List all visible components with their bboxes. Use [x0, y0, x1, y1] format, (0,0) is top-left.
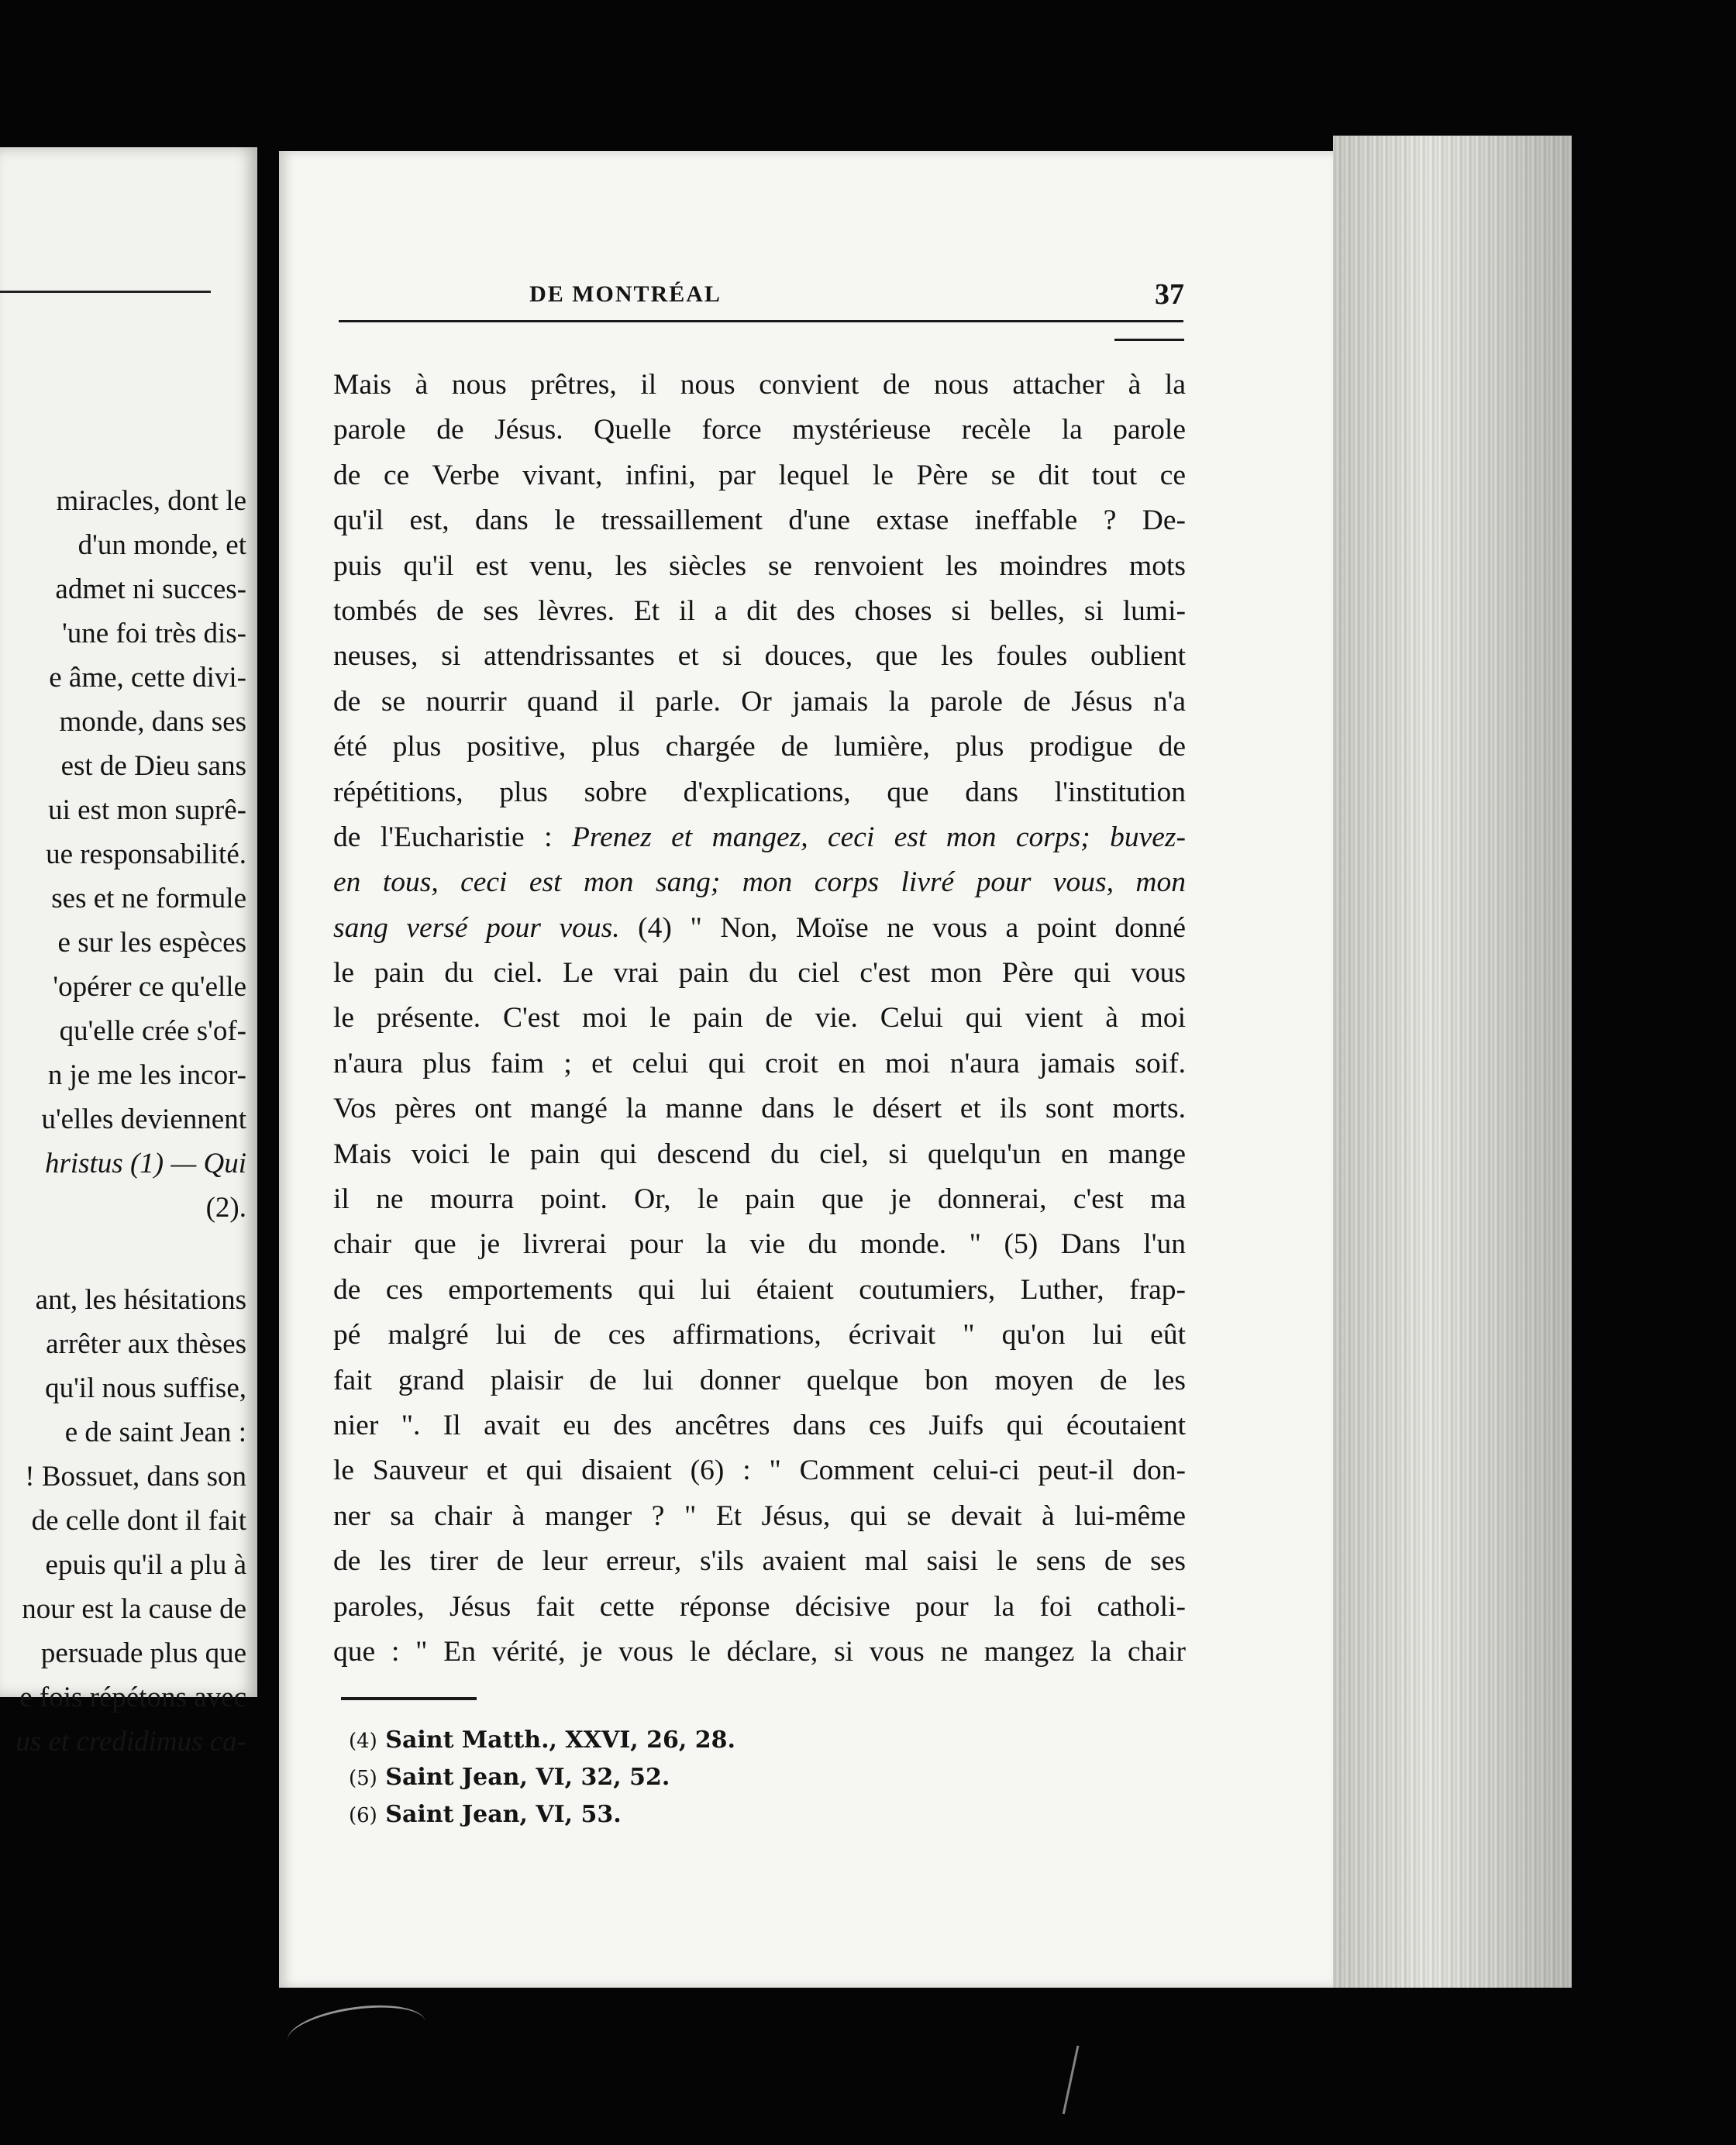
footnote	[349, 1796, 891, 1833]
body-line: Mais à nous prêtres, il nous convient de nous attacher à la	[333, 369, 1186, 401]
page-number: 37	[1155, 278, 1184, 311]
running-head: DE MONTRÉAL	[529, 281, 722, 307]
body-line: parole de Jésus. Quelle force mystérieuse recèle la parole	[333, 414, 1186, 446]
left-line: monde, dans ses	[59, 706, 246, 738]
left-line: ! Bossuet, dans son	[25, 1461, 246, 1493]
left-page	[0, 147, 257, 1758]
left-line: persuade plus que	[40, 1637, 246, 1669]
left-line: qu'elle crée s'of-	[59, 1015, 246, 1047]
left-line: est de Dieu sans	[60, 750, 246, 782]
body-line: puis qu'il est venu, les siècles se renvoient les moindres mots	[333, 549, 1186, 582]
left-line: e fois répétons avec	[19, 1682, 246, 1713]
body-line: ner sa chair à manger ? " Et Jésus, qui se devait à lui-même	[333, 1499, 1186, 1532]
left-line: nour est la cause de	[22, 1593, 246, 1625]
left-header-rule	[0, 291, 211, 293]
left-line: arrêter aux thèses	[46, 1328, 246, 1360]
left-line: e de saint Jean :	[64, 1417, 246, 1448]
body-line: il ne mourra point. Or, le pain que je donnerai, c'est ma	[333, 1183, 1186, 1216]
body-line: neuses, si attendrissantes et si douces, que les foules oublient	[333, 640, 1186, 673]
body-line: tombés de ses lèvres. Et il a dit des choses si belles, si lumi-	[333, 594, 1186, 627]
left-line: 'opérer ce qu'elle	[53, 971, 246, 1003]
footnote-text: Saint Matth., XXVI, 26, 28.	[385, 1727, 735, 1754]
body-line: nier ". Il avait eu des ancêtres dans ces Juifs qui écoutaient	[333, 1409, 1186, 1441]
left-line-blank	[0, 1230, 246, 1278]
body-line-italic-full: en tous, ceci est mon sang; mon corps livré pour vous, mon	[333, 866, 1186, 899]
footnote-mark: (6)	[349, 1804, 377, 1827]
left-line: ui est mon suprê-	[48, 794, 246, 826]
footnote-rule	[341, 1697, 477, 1700]
body-line: répétitions, plus sobre d'explications, que dans l'institution	[333, 776, 1186, 808]
left-line: d'un monde, et	[78, 529, 246, 561]
film-scratch	[1063, 2046, 1087, 2116]
footnote-text: Saint Jean, VI, 32, 52.	[385, 1764, 670, 1791]
footnote	[349, 1759, 891, 1796]
left-line: n je me les incor-	[47, 1059, 246, 1091]
body-line-tail: (4) " Non, Moïse ne vous a point donné	[638, 911, 1187, 944]
left-line: de celle dont il fait	[31, 1505, 246, 1537]
page-edges	[1333, 136, 1572, 1988]
body-line: Mais voici le pain qui descend du ciel, si quelqu'un en mange	[333, 1138, 1186, 1170]
footnotes	[349, 1722, 891, 1833]
body-line: de se nourrir quand il parle. Or jamais la parole de Jésus n'a	[333, 685, 1186, 718]
body-line: paroles, Jésus fait cette réponse décisive pour la foi catholi-	[333, 1590, 1186, 1623]
left-line: miracles, dont le	[56, 485, 246, 517]
body-line-mixed	[333, 906, 1186, 951]
footnote	[349, 1722, 891, 1759]
left-line: ue responsabilité.	[46, 838, 246, 870]
body-line: n'aura plus faim ; et celui qui croit en moi n'aura jamais soif.	[333, 1047, 1186, 1079]
footnote-mark: (5)	[349, 1767, 377, 1790]
left-line: hristus (1) — Qui	[44, 1148, 246, 1179]
left-line: e âme, cette divi-	[49, 662, 246, 694]
body-line-eucharistie	[333, 815, 1186, 860]
body-line: fait grand plaisir de lui donner quelque bon moyen de les	[333, 1364, 1186, 1396]
body-line: pé malgré lui de ces affirmations, écrivait " qu'on lui eût	[333, 1319, 1186, 1351]
body-line-italic: sang versé pour vous.	[333, 911, 620, 944]
body-line-start: de l'Eucharistie :	[333, 821, 553, 853]
left-line: us et credidimus ca-	[16, 1726, 246, 1758]
body-line: de ces emportements qui lui étaient coutumiers, Luther, frap-	[333, 1273, 1186, 1306]
body-line: le pain du ciel. Le vrai pain du ciel c'est mon Père qui vous	[333, 957, 1186, 990]
left-line: e sur les espèces	[57, 927, 246, 959]
left-line: (2).	[205, 1192, 246, 1224]
left-line: admet ni succes-	[55, 573, 246, 605]
body-line-italic: Prenez et mangez, ceci est mon corps; buvez-	[571, 821, 1187, 853]
left-line: 'une foi très dis-	[62, 618, 246, 649]
body-line: Vos pères ont mangé la manne dans le désert et ils sont morts.	[333, 1093, 1186, 1125]
left-line: ses et ne formule	[51, 883, 246, 914]
left-line: ant, les hésitations	[35, 1284, 246, 1316]
film-scratch	[284, 1998, 429, 2065]
body-line: de ce Verbe vivant, infini, par lequel le Père se dit tout ce	[333, 459, 1186, 491]
left-line: qu'il nous suffise,	[45, 1372, 246, 1404]
page-number-rule	[1114, 339, 1184, 341]
body-line: été plus positive, plus chargée de lumière, plus prodigue de	[333, 731, 1186, 763]
footnote-text: Saint Jean, VI, 53.	[385, 1801, 622, 1828]
body-line: le Sauveur et qui disaient (6) : " Comment celui-ci peut-il don-	[333, 1455, 1186, 1487]
body-line: de les tirer de leur erreur, s'ils avaient mal saisi le sens de ses	[333, 1545, 1186, 1578]
header-rule	[339, 320, 1183, 322]
body-line: que : " En vérité, je vous le déclare, si vous ne mangez la chair	[333, 1635, 1186, 1668]
left-line: u'elles deviennent	[41, 1103, 246, 1135]
left-page-text	[0, 479, 246, 1764]
body-line: le présente. C'est moi le pain de vie. Celui qui vient à moi	[333, 1002, 1186, 1035]
body-text	[333, 363, 1186, 1675]
body-line: chair que je livrerai pour la vie du monde. " (5) Dans l'un	[333, 1228, 1186, 1261]
body-line: qu'il est, dans le tressaillement d'une extase ineffable ? De-	[333, 504, 1186, 537]
left-line: epuis qu'il a plu à	[45, 1549, 246, 1581]
footnote-mark: (4)	[349, 1730, 377, 1753]
